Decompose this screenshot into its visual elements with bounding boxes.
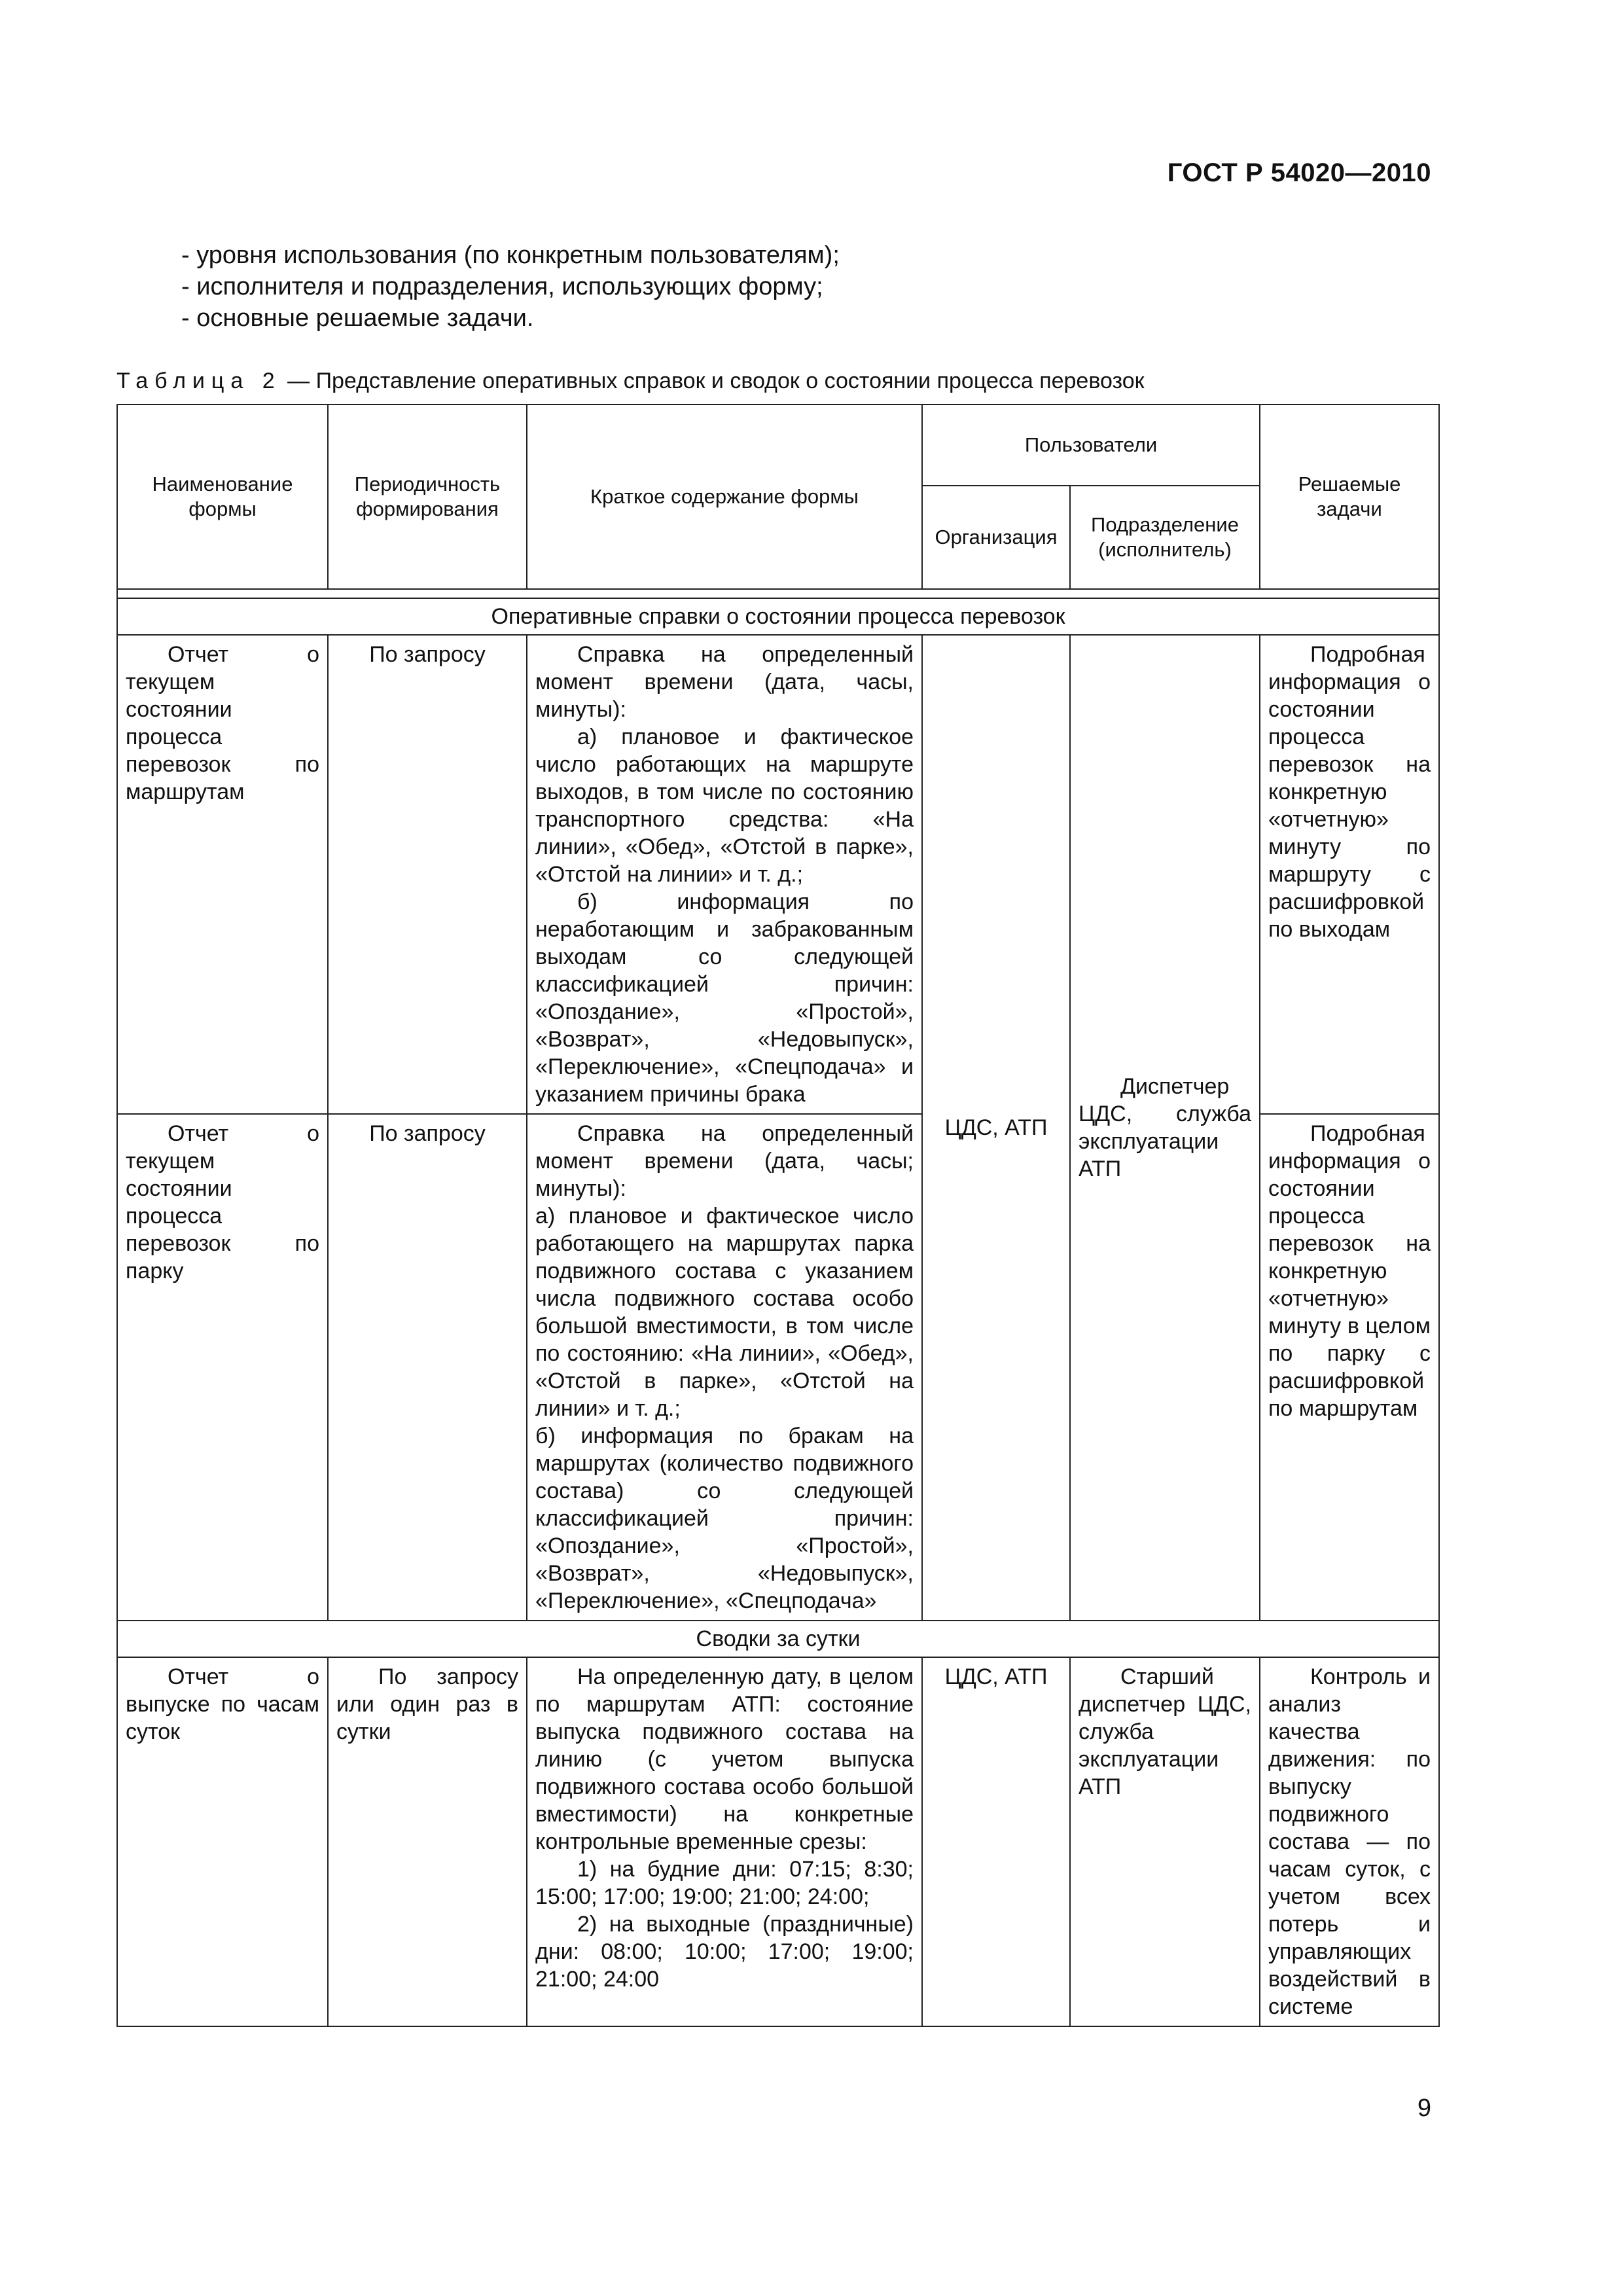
cell-department: Диспетчер ЦДС, служба эксплуатации АТП [1070,635,1260,1621]
divider [117,589,1439,598]
content-intro: Справка на определенный момент времени (дата, часы, минуты): [535,642,914,722]
cell-form-name: Отчет о текущем состоянии процесса перевозок по маршрутам [117,635,328,1114]
cell-period: По запросу или один раз в сутки [328,1657,527,2026]
intro-list [181,240,840,334]
table-row [117,635,1439,1114]
cell-organization: ЦДС, АТП [922,1657,1070,2026]
table-caption [116,368,1145,394]
cell-tasks: Подробная информация о состоянии процесса перевозок на конкретную «отчетную» минуту в целом по парку с расшифровкой по маршрутам [1260,1114,1439,1621]
cell-period: По запросу [328,1114,527,1621]
header-period: Периодичность формирования [328,404,527,589]
table-row [117,1657,1439,2026]
cell-period: По запросу [328,635,527,1114]
cell-form-name: Отчет о текущем состоянии процесса перевозок по парку [117,1114,328,1621]
content-item-b: б) информация по бракам на маршрутах (количество подвижного состава) со следующей классификацией причин: «Опоздание», «Простой», «Возврат», «Недовыпуск», «Переключение», «Спецподача» [535,1424,914,1613]
content-item-b: б) информация по неработающим и забракованным выходам со следующей классификацией причин: «Опоздание», «Простой», «Возврат», «Недовыпуск», «Переключение», «Спецподача» и указанием причины брака [535,889,914,1107]
content-item-1: 1) на будние дни: 07:15; 8:30; 15:00; 17:00; 19:00; 21:00; 24:00; [535,1857,914,1909]
header-organization: Организация [922,486,1070,589]
table-caption-label: Таблица 2 [116,368,281,393]
list-item: - исполнителя и подразделения, использующих форму; [181,273,823,300]
header-tasks: Решаемые задачи [1260,404,1439,589]
header-form-name: Наименование формы [117,404,328,589]
cell-organization: ЦДС, АТП [922,635,1070,1621]
cell-content [527,1114,922,1621]
section-title-daily: Сводки за сутки [117,1621,1439,1657]
document-code: ГОСТ Р 54020—2010 [1167,158,1431,187]
list-item: - уровня использования (по конкретным пользователям); [181,242,840,269]
cell-department: Старший диспетчер ЦДС, служба эксплуатации АТП [1070,1657,1260,2026]
header-department: Подразделение (исполнитель) [1070,486,1260,589]
cell-form-name: Отчет о выпуске по часам суток [117,1657,328,2026]
content-item-a: а) плановое и фактическое число работающего на маршрутах парка подвижного состава с указанием числа подвижного состава особо большой вместимости, в том числе по состоянию: «На линии», «Обед», «Отстой в парке», «Отстой на линии» и т. д.; [535,1204,914,1421]
content-item-a: а) плановое и фактическое число работающих на маршруте выходов, в том числе по состоянию транспортного средства: «На линии», «Обед», «Отстой в парке», «Отстой на линии» и т. д.; [535,725,914,887]
page-number: 9 [1417,2094,1431,2122]
cell-tasks: Контроль и анализ качества движения: по выпуску подвижного состава — по часам суток, с учетом всех потерь и управляющих воздействий в системе [1260,1657,1439,2026]
content-intro: На определенную дату, в целом по маршрутам АТП: состояние выпуска подвижного состава на линию (с учетом выпуска подвижного состава особо большой вместимости) на конкретные контрольные временные срезы: [535,1664,914,1854]
content-item-2: 2) на выходные (праздничные) дни: 08:00; 10:00; 17:00; 19:00; 21:00; 24:00 [535,1912,914,1992]
list-item: - основные решаемые задачи. [181,304,534,332]
cell-tasks: Подробная информация о состоянии процесса перевозок на конкретную «отчетную» минуту по маршруту с расшифровкой по выходам [1260,635,1439,1114]
table-caption-text: — Представление оперативных справок и сводок о состоянии процесса перевозок [287,368,1145,393]
section-title-operational: Оперативные справки о состоянии процесса перевозок [117,598,1439,635]
header-users: Пользователи [922,404,1260,486]
header-content: Краткое содержание формы [527,404,922,589]
forms-table [116,404,1440,2027]
content-intro: Справка на определенный момент времени (дата, часы; минуты): [535,1121,914,1201]
cell-content [527,1657,922,2026]
cell-content [527,635,922,1114]
